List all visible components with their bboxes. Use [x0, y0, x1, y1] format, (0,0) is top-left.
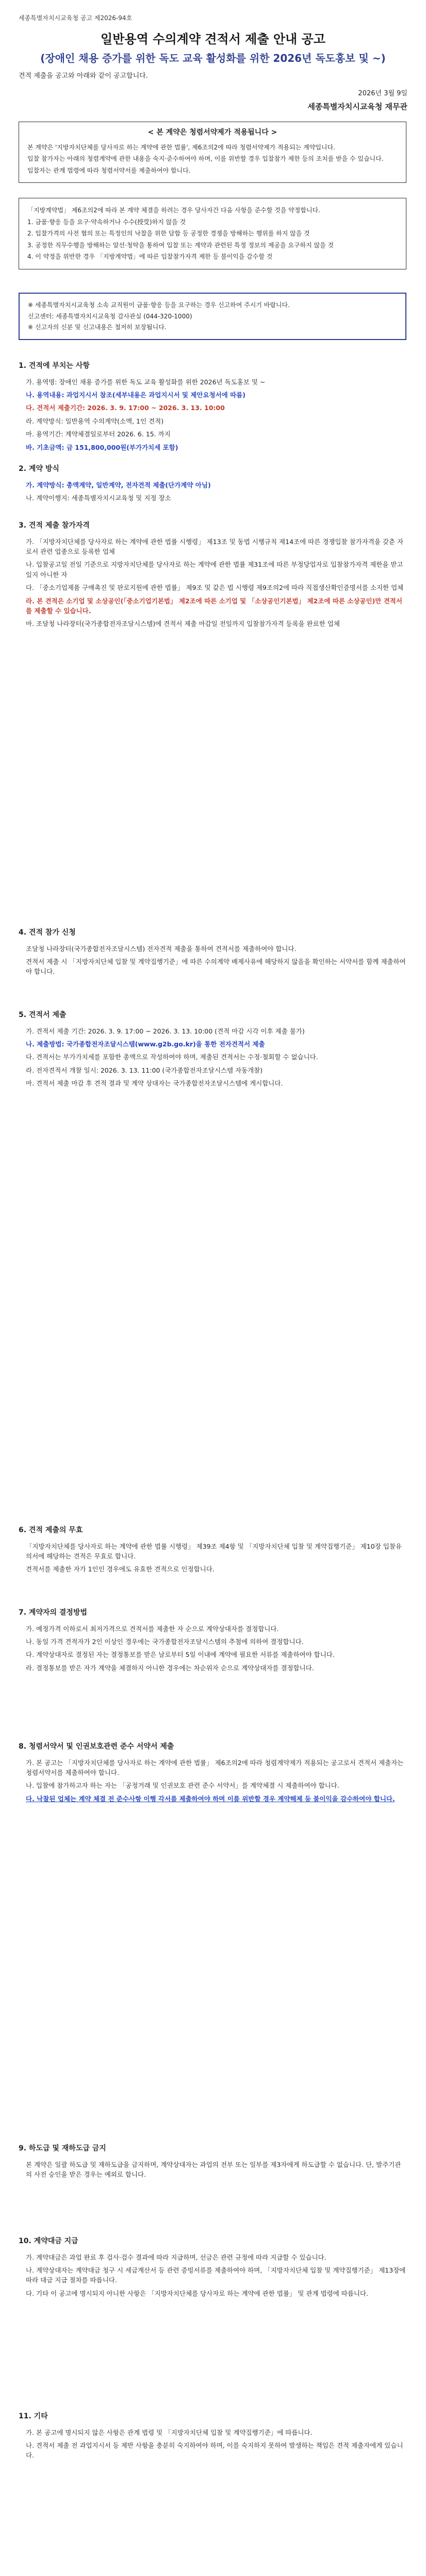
section-heading: 3. 견적 제출 참가자격	[19, 521, 90, 530]
integrity-line: 입찰자는 관계 법령에 따라 청렴서약서를 제출하여야 합니다.	[27, 166, 191, 174]
section-3	[19, 520, 406, 632]
section-item: 라. 본 견적은 소기업 및 소상공인(「중소기업기본법」 제2조에 따른 소기업 및 「소상공인기본법」 제2조에 따른 소상공인)만 견적서를 제출할 수 있습니다.	[26, 597, 402, 615]
section-item: 마. 견적서 제출 마감 후 견적 결과 및 계약 상대자는 국가종합전자조달시스템에 게시합니다.	[26, 1079, 283, 1088]
section-11	[19, 2411, 406, 2464]
section-7	[19, 1607, 406, 1676]
section-item: 본 계약은 일괄 하도급 및 재하도급을 금지하며, 계약상대자는 과업의 전부 또는 일부를 제3자에게 하도급할 수 없습니다. 단, 발주기관의 사전 승인을 받은 경우는 예외로 합니다.	[26, 2160, 401, 2179]
issuer-name: 세종특별자치시교육청 재무관	[307, 102, 407, 111]
integrity-box	[19, 122, 406, 183]
document-number: 세종특별자치시교육청 공고 제2026-94호	[19, 14, 133, 22]
section-item: 가. 계약방식: 총액계약, 일반계약, 전자견적 제출(단가계약 아님)	[26, 481, 211, 489]
section-item: 조달청 나라장터(국가종합전자조달시스템) 전자견적 제출을 통하여 견적서를 제출하여야 합니다.	[26, 944, 297, 953]
section-heading: 2. 계약 방식	[19, 465, 59, 473]
pledge-box	[19, 198, 406, 269]
notice-line: 신고센터: 세종특별자치시교육청 감사관실 (044-320-1000)	[28, 312, 192, 320]
section-item: 다. 견적서 제출기간: 2026. 3. 9. 17:00 ~ 2026. 3. 13. 10:00	[26, 404, 225, 412]
section-2	[19, 464, 406, 506]
section-item: 견적서를 제출한 자가 1인인 경우에도 유효한 견적으로 인정합니다.	[26, 1565, 215, 1573]
section-item: 나. 계약이행지: 세종특별자치시교육청 및 지정 장소	[26, 494, 171, 502]
section-heading: 9. 하도급 및 재하도급 금지	[19, 2144, 106, 2153]
section-item: 나. 계약상대자는 계약대금 청구 시 세금계산서 등 관련 증빙서류를 제출하여야 하며, 「지방자치단체 입찰 및 계약집행기준」 제13장에 따라 대금 지급 절차를 따릅니다.	[26, 2266, 406, 2284]
section-item: 마. 용역기간: 계약체결일로부터 2026. 6. 15. 까지	[26, 430, 171, 438]
section-heading: 6. 견적 제출의 무효	[19, 1526, 83, 1534]
section-item: 가. 본 공고는 「지방자치단체를 당사자로 하는 계약에 관한 법률」 제6조의2에 따라 청렴계약제가 적용되는 공고로서 견적서 제출자는 청렴서약서를 제출하여야 합니다.	[26, 1758, 404, 1777]
page-subtitle: (장애인 채용 증가를 위한 독도 교육 활성화를 위한 2026년 독도홍보 및 ~)	[40, 52, 386, 64]
integrity-line: 입찰 참가자는 아래의 청렴계약에 관한 내용을 숙지·준수하여야 하며, 이를 위반할 경우 입찰참가 제한 등의 조치를 받을 수 있습니다.	[27, 155, 384, 163]
section-heading: 1. 견적에 부치는 사항	[19, 362, 90, 370]
section-8	[19, 1741, 406, 1807]
section-heading: 7. 계약자의 결정방법	[19, 1608, 87, 1617]
pledge-line: 2. 입찰가격의 사전 협의 또는 특정인의 낙찰을 위한 담합 등 공정한 경쟁을 방해하는 행위를 하지 않을 것	[27, 230, 310, 238]
section-item: 라. 계약방식: 일반용역 수의계약(소액, 1인 견적)	[26, 417, 164, 425]
integrity-box-title: < 본 계약은 청렴서약제가 적용됩니다 >	[148, 128, 277, 137]
section-item: 다. 「중소기업제품 구매촉진 및 판로지원에 관한 법률」 제9조 및 같은 법 시행령 제9조의2에 따라 직접생산확인증명서를 소지한 업체	[26, 584, 404, 592]
section-item: 나. 제출방법: 국가종합전자조달시스템(www.g2b.go.kr)을 통한 전자견적서 제출	[26, 1040, 265, 1048]
section-item: 바. 기초금액: 금 151,800,000원(부가가치세 포함)	[26, 443, 178, 451]
section-1	[19, 361, 406, 455]
notice-line: ※ 세종특별자치시교육청 소속 교직원이 금품·향응 등을 요구하는 경우 신고하여 주시기 바랍니다.	[28, 301, 290, 309]
section-item: 나. 견적서 제출 전 과업지시서 등 제반 사항을 충분히 숙지하여야 하며, 이를 숙지하지 못하여 발생하는 책임은 견적 제출자에게 있습니다.	[26, 2442, 403, 2460]
section-item: 가. 본 공고에 명시되지 않은 사항은 관계 법령 및 「지방자치단체 입찰 및 계약집행기준」에 따릅니다.	[26, 2428, 313, 2436]
report-notice-box	[19, 293, 406, 340]
section-5	[19, 1010, 406, 1092]
section-item: 다. 계약상대자로 결정된 자는 결정통보를 받은 날로부터 5일 이내에 계약에 필요한 서류를 제출하여야 합니다.	[26, 1651, 335, 1659]
intro-text: 견적 제출을 공고와 아래와 같이 공고합니다.	[19, 72, 148, 80]
section-item: 「지방자치단체를 당사자로 하는 계약에 관한 법률 시행령」 제39조 제4항 및 「지방자치단체 입찰 및 계약집행기준」 제10장 입찰유의서에 해당하는 견적은 무효로 합니다.	[26, 1542, 402, 1561]
page-title: 일반용역 수의계약 견적서 제출 안내 공고	[101, 32, 325, 46]
section-item: 다. 기타 이 공고에 명시되지 아니한 사항은 「지방자치단체를 당사자로 하는 계약에 관한 법률」 및 관계 법령에 따릅니다.	[26, 2289, 369, 2297]
section-item: 나. 동일 가격 견적자가 2인 이상인 경우에는 국가종합전자조달시스템의 추첨에 의하여 결정합니다.	[26, 1638, 304, 1646]
notice-line: ※ 신고자의 신분 및 신고내용은 철저히 보장됩니다.	[28, 324, 167, 331]
section-heading: 11. 기타	[19, 2412, 48, 2420]
section-item: 나. 용역내용: 과업지시서 참조(세부내용은 과업지시서 및 제안요청서에 따름)	[26, 391, 245, 399]
integrity-line: 본 계약은 '지방자치단체를 당사자로 하는 계약에 관한 법률', 제6조의2에 따라 청렴서약제가 적용되는 계약입니다.	[27, 143, 335, 151]
section-4	[19, 927, 406, 980]
section-item: 가. 계약대금은 과업 완료 후 검사·검수 결과에 따라 지급하며, 선금은 관련 규정에 따라 지급할 수 있습니다.	[26, 2253, 326, 2261]
pledge-line: 4. 이 약정을 위반한 경우 「지방계약법」에 따른 입찰참가자격 제한 등 불이익을 감수할 것	[27, 253, 273, 261]
section-item: 라. 전자견적서 개찰 일시: 2026. 3. 13. 11:00 (국가종합전자조달시스템 자동개찰)	[26, 1066, 263, 1074]
section-heading: 10. 계약대금 지급	[19, 2237, 78, 2245]
section-heading: 5. 견적서 제출	[19, 1011, 67, 1019]
section-item: 나. 입찰에 참가하고자 하는 자는 「공정거래 및 인권보호 관련 준수 서약서」를 계약체결 시 제출하여야 합니다.	[26, 1782, 339, 1790]
section-heading: 4. 견적 참가 신청	[19, 928, 76, 937]
announcement-date: 2026년 3월 9일	[358, 90, 407, 97]
section-item: 견적서 제출 시 「지방자치단체 입찰 및 계약집행기준」에 따른 수의계약 배제사유에 해당하지 않음을 확인하는 서약서를 함께 제출하여야 합니다.	[26, 958, 406, 976]
section-heading: 8. 청렴서약서 및 인권보호관련 준수 서약서 제출	[19, 1742, 174, 1751]
section-item: 다. 낙찰된 업체는 계약 체결 전 준수사항 이행 각서를 제출하여야 하며 이를 위반할 경우 계약해제 등 불이익을 감수하여야 합니다.	[26, 1794, 395, 1803]
section-item: 라. 결정통보를 받은 자가 계약을 체결하지 아니한 경우에는 차순위자 순으로 계약상대자를 결정합니다.	[26, 1664, 314, 1672]
section-item: 가. 예정가격 이하로서 최저가격으로 견적서를 제출한 자 순으로 계약상대자를 결정합니다.	[26, 1624, 279, 1633]
pledge-line: 3. 공정한 직무수행을 방해하는 알선·청탁을 통하여 입찰 또는 계약과 관련된 특정 정보의 제공을 요구하지 않을 것	[27, 241, 334, 249]
section-item: 가. 견적서 제출 기간: 2026. 3. 9. 17:00 ~ 2026. 3. 13. 10:00 (견적 마감 시각 이후 제출 불가)	[26, 1027, 305, 1035]
pledge-line: 「지방계약법」 제6조의2에 따라 본 계약 체결을 하려는 경우 당사자간 다음 사항을 준수할 것을 약정합니다.	[27, 207, 320, 214]
section-6	[19, 1525, 406, 1578]
section-10	[19, 2236, 406, 2301]
section-9	[19, 2143, 406, 2182]
section-item: 가. 「지방자치단체를 당사자로 하는 계약에 관한 법률 시행령」 제13조 및 동법 시행규칙 제14조에 따른 경쟁입찰 참가자격을 갖춘 자로서 관련 업종으로 등록한 업체	[26, 537, 404, 556]
section-item: 나. 입찰공고일 전일 기준으로 지방자치단체를 당사자로 하는 계약에 관한 법률 제31조에 따른 부정당업자로 입찰참가자격 제한을 받고 있지 아니한 자	[26, 561, 403, 579]
section-item: 마. 조달청 나라장터(국가종합전자조달시스템)에 견적서 제출 마감일 전일까지 입찰참가자격 등록을 완료한 업체	[26, 620, 340, 628]
section-item: 다. 견적서는 부가가치세를 포함한 총액으로 작성하여야 하며, 제출된 견적서는 수정·철회할 수 없습니다.	[26, 1053, 318, 1061]
section-item: 가. 용역명: 장애인 채용 증가를 위한 독도 교육 활성화를 위한 2026년 독도홍보 및 ~	[26, 378, 266, 386]
pledge-line: 1. 금품·향응 등을 요구·약속하거나 수수(授受)하지 않을 것	[27, 218, 186, 226]
